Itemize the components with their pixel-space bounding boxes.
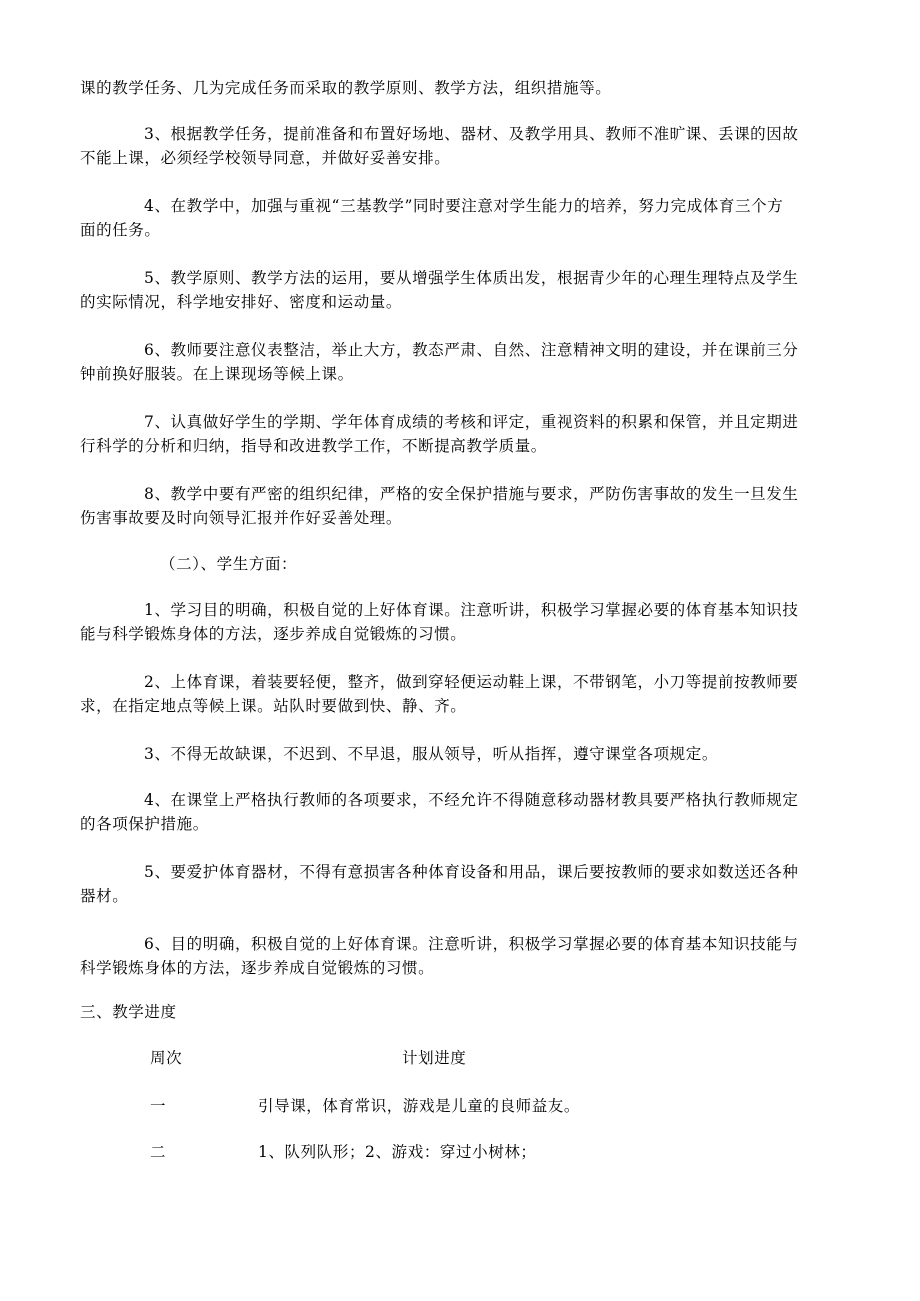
line: 6、教师要注意仪表整洁，举止大方，教态严肃、自然、注意精神文明的建设，并在课前三分	[144, 341, 799, 359]
line: 7、认真做好学生的学期、学年体育成绩的考核和评定，重视资料的积累和保管，并且定期进	[144, 413, 799, 431]
line: 不能上课，必须经学校领导同意，并做好妥善安排。	[80, 149, 451, 167]
paragraph-teacher-5	[80, 266, 840, 314]
row-week: 一	[150, 1097, 167, 1115]
paragraph-teacher-4	[80, 194, 840, 242]
paragraph-teacher-intro	[80, 76, 840, 100]
column-header-plan: 计划进度	[402, 1049, 467, 1067]
line: 5、要爱护体育器材，不得有意损害各种体育设备和用品，课后要按教师的要求如数送还各种	[144, 863, 799, 881]
line: 3、不得无故缺课，不迟到、不早退，服从领导，听从指挥，遵守课堂各项规定。	[144, 745, 718, 763]
line: 5、教学原则、教学方法的运用，要从增强学生体质出发，根据青少年的心理生理特点及学生	[144, 269, 799, 287]
line: 的各项保护措施。	[80, 815, 209, 833]
line: 伤害事故要及时向领导汇报并作好妥善处理。	[80, 509, 403, 527]
row-plan: 1、队列队形；2、游戏：穿过小树林；	[258, 1143, 537, 1161]
paragraph-student-2	[80, 670, 840, 718]
paragraph-student-4	[80, 788, 840, 836]
column-header-week: 周次	[150, 1049, 183, 1067]
line: 课的教学任务、几为完成任务而采取的教学原则、教学方法，组织措施等。	[80, 79, 612, 97]
line: 能与科学锻炼身体的方法，逐步养成自觉锻炼的习惯。	[80, 625, 467, 643]
paragraph-teacher-3	[80, 122, 840, 170]
paragraph-teacher-7	[80, 410, 840, 458]
line: 科学锻炼身体的方法，逐步养成自觉锻炼的习惯。	[80, 959, 435, 977]
line: 钟前换好服装。在上课现场等候上课。	[80, 365, 354, 383]
paragraph-student-1	[80, 598, 840, 646]
paragraph-student-5	[80, 860, 840, 908]
paragraph-teacher-8	[80, 482, 840, 530]
line: 8、教学中要有严密的组织纪律，严格的安全保护措施与要求，严防伤害事故的发生一旦发生	[144, 485, 799, 503]
paragraph-student-3	[80, 742, 840, 766]
section-heading-progress: 三、教学进度	[80, 1003, 177, 1021]
section-heading-students: （二）、学生方面：	[160, 555, 298, 573]
line: 器材。	[80, 887, 129, 905]
line: 4、在教学中，加强与重视“三基教学”同时要注意对学生能力的培养，努力完成体育三个方	[144, 197, 784, 215]
line: 面的任务。	[80, 221, 161, 239]
row-plan: 引导课，体育常识，游戏是儿童的良师益友。	[258, 1097, 581, 1115]
line: 4、在课堂上严格执行教师的各项要求，不经允许不得随意移动器材教具要严格执行教师规定	[144, 791, 799, 809]
paragraph-teacher-6	[80, 338, 840, 386]
paragraph-student-6	[80, 932, 840, 980]
line: 2、上体育课，着装要轻便，整齐，做到穿轻便运动鞋上课，不带钢笔，小刀等提前按教师要	[144, 673, 799, 691]
row-week: 二	[150, 1143, 167, 1161]
line: 6、目的明确，积极自觉的上好体育课。注意听讲，积极学习掌握必要的体育基本知识技能与	[144, 935, 799, 953]
line: 的实际情况，科学地安排好、密度和运动量。	[80, 293, 403, 311]
line: 1、学习目的明确，积极自觉的上好体育课。注意听讲，积极学习掌握必要的体育基本知识技	[144, 601, 799, 619]
line: 3、根据教学任务，提前准备和布置好场地、器材、及教学用具、教师不准旷课、丢课的因故	[144, 125, 799, 143]
line: 求，在指定地点等候上课。站队时要做到快、静、齐。	[80, 697, 467, 715]
line: 行科学的分析和归纳，指导和改进教学工作，不断提高教学质量。	[80, 437, 547, 455]
